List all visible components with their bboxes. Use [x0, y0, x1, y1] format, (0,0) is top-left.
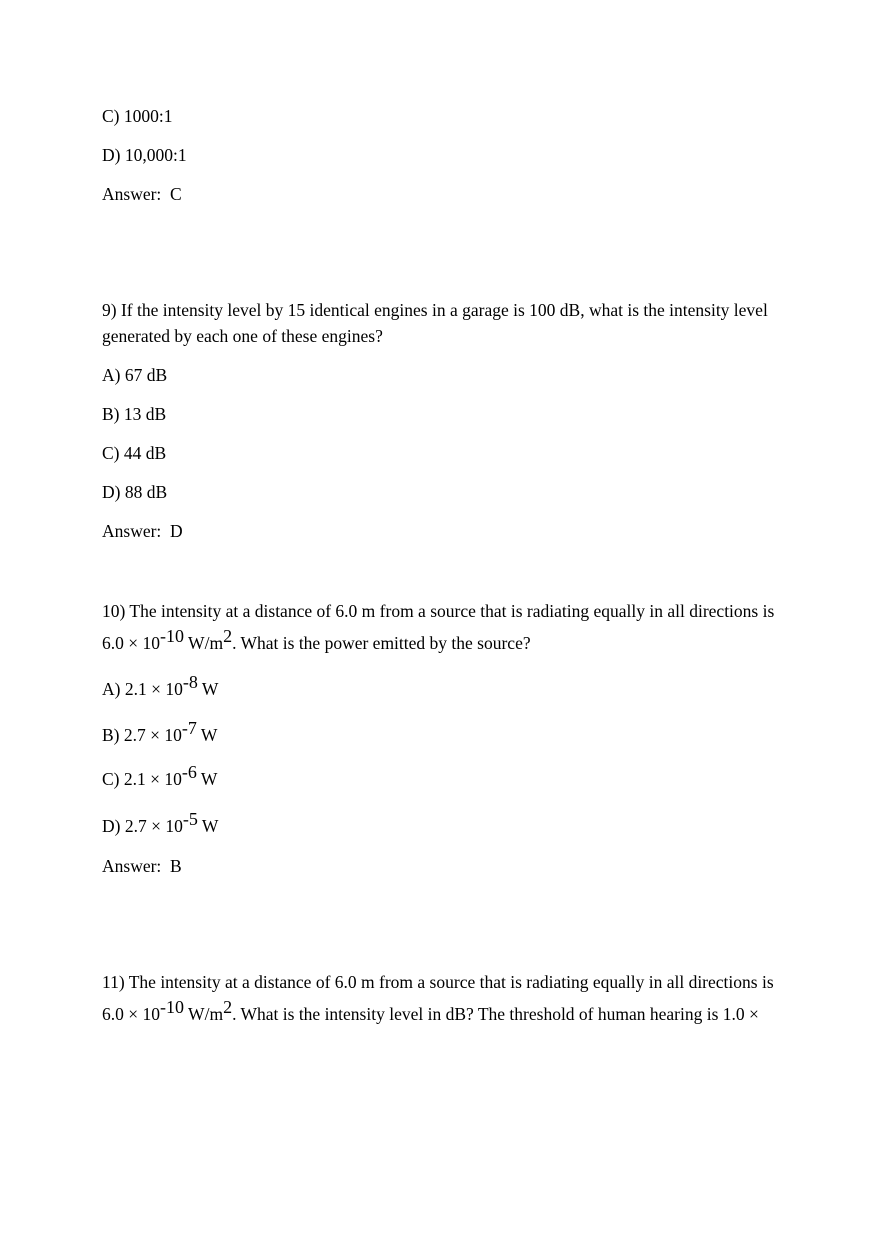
q11-text-line2: 6.0 × 10-10 W/m2. What is the intensity level in dB? The threshold of human hearing is 1.0 ×	[102, 997, 759, 1024]
q10-text-line2: 6.0 × 10-10 W/m2. What is the power emitted by the source?	[102, 626, 531, 653]
prev-answer: Answer: C	[102, 184, 182, 204]
q9-text-line1: 9) If the intensity level by 15 identical engines in a garage is 100 dB, what is the intensity level	[102, 300, 768, 320]
q9-option-b: B) 13 dB	[102, 404, 167, 424]
q10-option-c: C) 2.1 × 10-6 W	[102, 762, 218, 789]
q9-option-c: C) 44 dB	[102, 443, 167, 463]
q9-option-d: D) 88 dB	[102, 482, 168, 502]
q10-answer: Answer: B	[102, 856, 182, 876]
q9-option-a: A) 67 dB	[102, 365, 168, 385]
q9-text-line2: generated by each one of these engines?	[102, 326, 383, 346]
prev-option-d: D) 10,000:1	[102, 145, 187, 165]
q9-answer: Answer: D	[102, 521, 183, 541]
q10-option-b: B) 2.7 × 10-7 W	[102, 718, 218, 745]
prev-option-c: C) 1000:1	[102, 106, 173, 126]
q11-text-line1: 11) The intensity at a distance of 6.0 m from a source that is radiating equally in all directions is	[102, 972, 774, 992]
q10-option-d: D) 2.7 × 10-5 W	[102, 809, 219, 836]
q10-text-line1: 10) The intensity at a distance of 6.0 m from a source that is radiating equally in all directions is	[102, 601, 775, 621]
q10-option-a: A) 2.1 × 10-8 W	[102, 672, 219, 699]
